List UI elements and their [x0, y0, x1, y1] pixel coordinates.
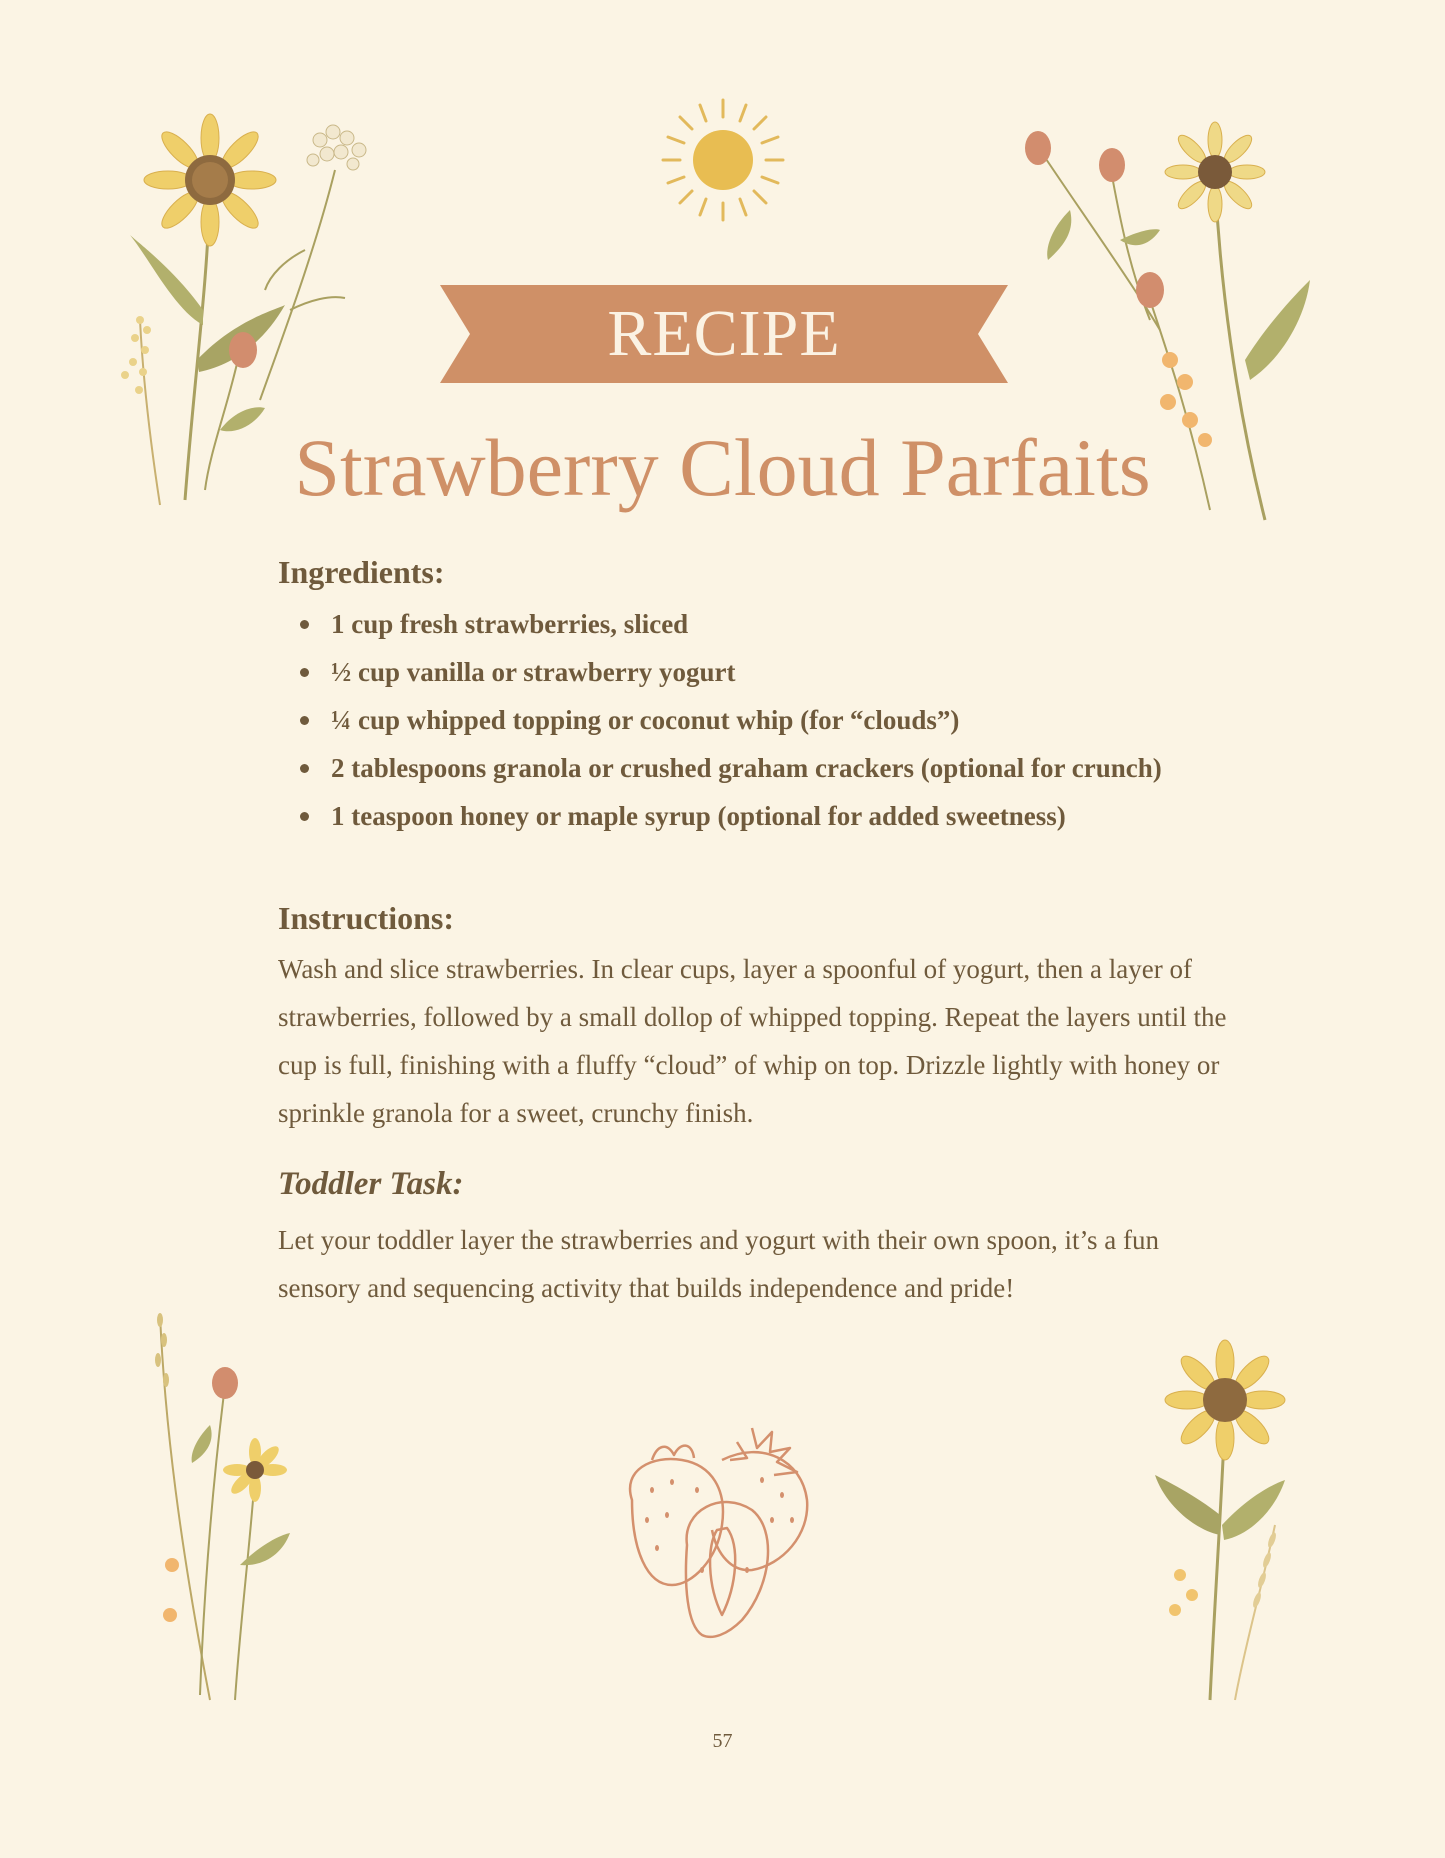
- list-item: [278, 600, 1162, 648]
- list-item: [278, 792, 1162, 840]
- list-item: [278, 744, 1162, 792]
- orange-blossom-icon: [163, 1558, 179, 1622]
- sunflower-icon: [1155, 1340, 1285, 1700]
- sunflower-icon: [223, 1438, 290, 1700]
- ingredient-text: ½ cup vanilla or strawberry yogurt: [331, 657, 736, 687]
- instructions-heading: Instructions:: [278, 900, 455, 936]
- ingredients-list: [278, 600, 1162, 840]
- list-item: [278, 696, 1162, 744]
- wheat-icon: [1235, 1525, 1278, 1700]
- ingredient-text: 1 teaspoon honey or maple syrup (optional for added sweetness): [331, 801, 1066, 831]
- clover-flower-icon: [192, 1367, 238, 1695]
- instructions-text: Wash and slice strawberries. In clear cups, layer a spoonful of yogurt, then a layer of strawberries, followed by a small dollop of whipped topping. Repeat the layers until the cup is full, finishing with a fluffy “cloud” of whip on top. Drizzle lightly with honey or sprinkle granola for a sweet, crunchy finish.: [278, 954, 1227, 1128]
- toddler-task-text: Let your toddler layer the strawberries and yogurt with their own spoon, it’s a fun sensory and sequencing activity that builds independence and pride!: [278, 1225, 1160, 1303]
- recipe-banner: [440, 285, 1008, 383]
- ingredient-text: 2 tablespoons granola or crushed graham crackers (optional for crunch): [331, 753, 1162, 783]
- strawberry-illustration: [612, 1420, 832, 1650]
- bullet-icon: [300, 764, 309, 773]
- ingredient-text: ¼ cup whipped topping or coconut whip (for “clouds”): [331, 705, 960, 735]
- orange-blossom-icon: [1169, 1569, 1198, 1616]
- bullet-icon: [300, 716, 309, 725]
- bullet-icon: [300, 620, 309, 629]
- yellow-sprig-icon: [121, 316, 160, 505]
- recipe-title: Strawberry Cloud Parfaits: [294, 422, 1151, 513]
- ingredient-text: 1 cup fresh strawberries, sliced: [331, 609, 689, 639]
- wildflower-icon: [260, 125, 366, 400]
- banner-label: RECIPE: [607, 297, 841, 370]
- floral-cluster-bottom-right: [1150, 1335, 1300, 1705]
- ingredients-heading: Ingredients:: [278, 554, 445, 590]
- sun-icon: [658, 95, 788, 225]
- bullet-icon: [300, 668, 309, 677]
- list-item: [278, 648, 1162, 696]
- page-number: 57: [712, 1730, 733, 1752]
- toddler-task-heading: Toddler Task:: [278, 1166, 464, 1202]
- bullet-icon: [300, 812, 309, 821]
- floral-cluster-bottom-left: [140, 1305, 310, 1705]
